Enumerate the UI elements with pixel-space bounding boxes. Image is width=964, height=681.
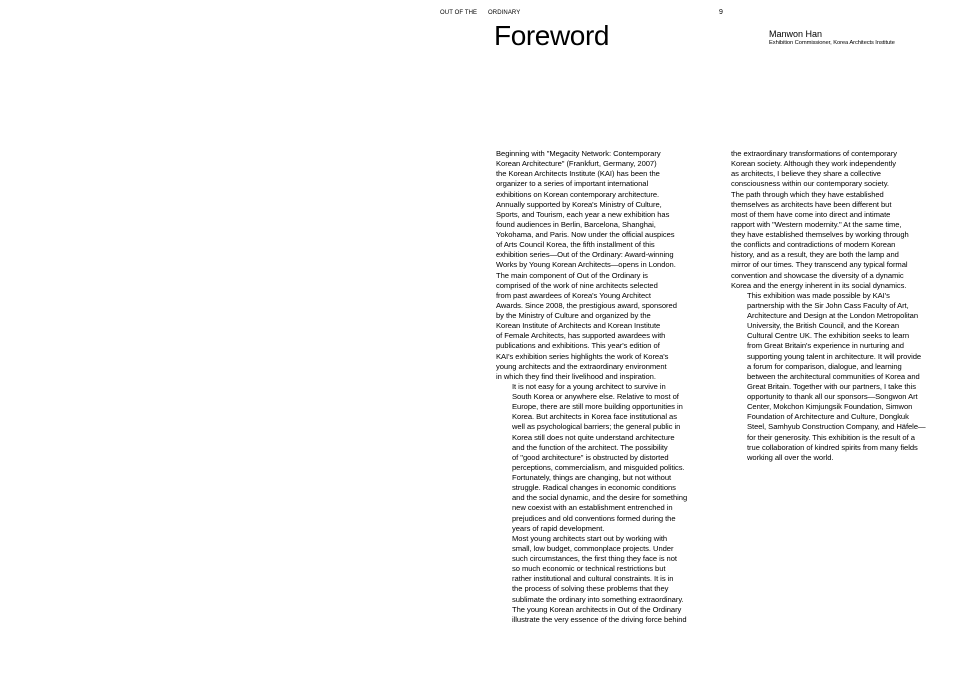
text-line: years of rapid development. [512,523,605,533]
text-line: It is not easy for a young architect to survive in [512,381,666,391]
text-line: Cultural Centre UK. The exhibition seeks to learn [747,331,910,341]
text-line: Works by Young Korean Architects—opens in London. [496,260,676,270]
body-paragraph [496,534,718,625]
text-line: the extraordinary transformations of contemporary [731,149,897,158]
text-line: a forum for comparison, dialogue, and learning [747,361,902,371]
text-line: consciousness within our contemporary society. [731,179,889,189]
text-line: exhibition series—Out of the Ordinary: Award-winning [496,250,674,260]
body-paragraph [731,291,955,463]
text-line: rapport with "Western modernity." At the same time, [731,219,902,229]
text-line: exhibitions on Korean contemporary architecture. [496,189,660,199]
text-line: history, and as a result, they are both the lamp and [731,250,899,260]
text-line: This exhibition was made possible by KAI's [747,290,890,300]
text-line: illustrate the very essence of the driving force behind [512,614,687,624]
text-line: Foundation of Architecture and Culture, Dongkuk [747,412,909,422]
text-line: as architects, I believe they share a collective [731,169,881,179]
text-line: convention and showcase the diversity of a dynamic [731,270,904,280]
text-line: Sports, and Tourism, each year a new exhibition has [496,209,670,219]
text-line: Europe, there are still more building opportunities in [512,402,683,412]
text-line: the Korean Architects Institute (KAI) has been the [496,169,660,179]
text-line: Korean Institute of Architects and Korean Institute [496,321,661,331]
text-line: mirror of our times. They transcend any typical formal [731,260,908,270]
text-line: for their generosity. This exhibition is the result of a [747,432,915,442]
text-line: they have established themselves by working through [731,230,909,239]
author-block [769,29,895,47]
text-line: Korean society. Although they work independently [731,159,897,169]
text-line: in which they find their livelihood and inspiration. [496,371,656,381]
page-title: Foreword [494,20,610,51]
text-line: organizer to a series of important international [496,179,649,189]
running-header-middle: ORDINARY [488,10,521,16]
text-line: Korea still does not quite understand architecture [512,432,675,442]
text-line: the process of solving these problems that they [512,584,669,594]
text-line: Most young architects start out by working with [512,533,668,543]
text-line: Steel, Samhyub Construction Company, and Häfele— [747,422,926,432]
page-number: 9 [719,9,723,16]
text-line: and the social dynamic, and the desire for something [512,493,688,503]
text-line: The main component of Out of the Ordinary is [496,270,648,280]
text-line: The young Korean architects in Out of the Ordinary [512,604,682,614]
text-line: most of them have come into direct and intimate [731,209,891,219]
text-line: Great Britain. Together with our partners, I take this [747,381,916,391]
text-column-right [731,149,955,463]
text-line: Fortunately, things are changing, but not without [512,473,672,482]
text-line: Awards. Since 2008, the prestigious award, sponsored [496,300,677,310]
text-line: rather institutional and cultural constraints. It is in [512,574,674,584]
author-name: Manwon Han [769,29,823,39]
text-line: Beginning with "Megacity Network: Contemporary [496,149,661,158]
text-line: sublimate the ordinary into something extraordinary. [512,594,684,604]
body-paragraph [731,149,955,291]
text-line: Center, Mokchon Kimjungsik Foundation, Simwon [747,402,913,412]
text-line: the conflicts and contradictions of modern Korean [731,240,896,250]
text-line: comprised of the work of nine architects selected [496,280,658,290]
text-line: small, low budget, commonplace projects. Under [512,543,674,553]
text-line: University, the British Council, and the Korean [747,321,899,331]
text-line: Annually supported by Korea's Ministry of Culture, [496,199,662,209]
text-line: well as psychological barriers; the general public in [512,422,681,432]
text-line: supporting young talent in architecture. It will provide [747,351,922,361]
body-paragraph [496,382,718,534]
text-line: The path through which they have established [731,189,884,199]
text-line: Korea. But architects in Korea face institutional as [512,412,677,422]
text-line: and the function of the architect. The possibility [512,442,668,452]
text-line: working all over the world. [747,452,834,462]
text-column-left [496,149,718,625]
text-line: from past awardees of Korea's Young Architect [496,290,651,300]
text-line: of "good architecture" is obstructed by distorted [512,452,669,462]
text-line: Korea and the energy inherent in its social dynamics. [731,280,907,290]
text-line: South Korea or anywhere else. Relative to most of [512,392,679,401]
author-role: Exhibition Commissioner, Korea Architects Institute [769,40,895,46]
text-line: so much economic or technical restrictions but [512,564,666,574]
running-header-left: OUT OF THE [440,10,478,16]
text-line: opportunity to thank all our sponsors—Songwon Art [747,392,918,401]
text-line: true collaboration of kindred spirits from many fields [747,442,918,452]
text-line: struggle. Radical changes in economic conditions [512,483,676,493]
text-line: publications and exhibitions. This year's edition of [496,341,660,351]
text-line: partnership with the Sir John Cass Faculty of Art, [747,300,909,310]
text-line: Architecture and Design at the London Metropolitan [747,311,918,320]
text-line: of Arts Council Korea, the fifth installment of this [496,240,655,250]
text-line: by the Ministry of Culture and organized by the [496,311,651,320]
text-line: such circumstances, the first thing they face is not [512,554,677,563]
text-line: KAI's exhibition series highlights the work of Korea's [496,351,669,361]
text-line: found audiences in Berlin, Barcelona, Shanghai, [496,219,656,229]
text-line: perceptions, commercialism, and misguided politics. [512,462,685,472]
text-line: Korean Architecture" (Frankfurt, Germany, 2007) [496,159,657,169]
body-paragraph [496,149,718,382]
text-line: of Female Architects, has supported awardees with [496,331,666,341]
text-line: themselves as architects have been different but [731,199,892,209]
text-line: young architects and the extraordinary environment [496,361,667,371]
text-line: Yokohama, and Paris. Now under the official auspices [496,230,675,239]
text-line: between the architectural communities of Korea and [747,371,920,381]
text-line: new coexist with an establishment entrenched in [512,503,673,513]
text-line: prejudices and old conventions formed during the [512,513,676,523]
text-line: from Great Britain's experience in nurturing and [747,341,904,351]
